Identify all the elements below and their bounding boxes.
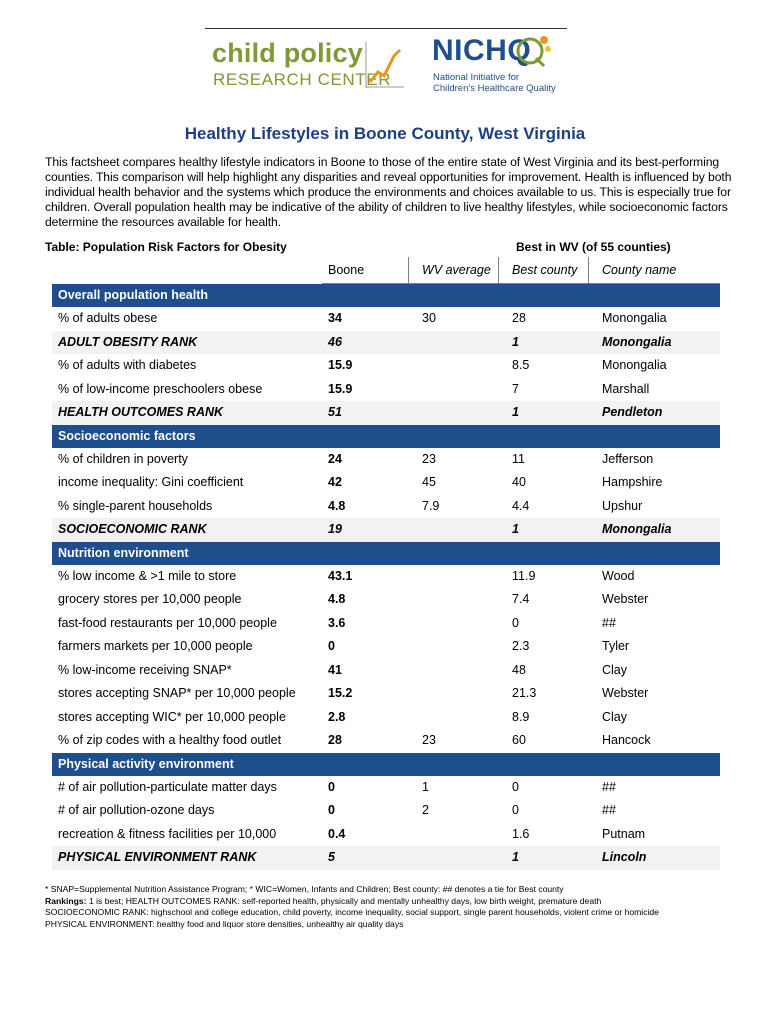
- best-county-value: 11.9: [512, 568, 536, 583]
- best-county-value: 2.3: [512, 639, 530, 653]
- indicator-label: # of air pollution-ozone days: [58, 803, 215, 817]
- indicator-label: SOCIOECONOMIC RANK: [58, 522, 207, 536]
- table-row: [52, 612, 720, 636]
- indicator-label: fast-food restaurants per 10,000 people: [58, 615, 277, 630]
- wv-average-value: 2: [422, 803, 429, 817]
- nichq-tagline: [433, 72, 556, 94]
- best-county-value: 40: [512, 475, 526, 489]
- header-rule: [205, 28, 567, 29]
- county-name: ##: [602, 779, 616, 794]
- column-header-best-county: Best county: [512, 263, 578, 277]
- best-county-value: 1.6: [512, 826, 530, 841]
- section-header: [52, 425, 720, 448]
- table-row: [52, 307, 720, 331]
- indicator-label: ADULT OBESITY RANK: [58, 334, 198, 349]
- intro-paragraph: This factsheet compares healthy lifestyle indicators in Boone to those of the entire state of West Virginia and its best-performing counties. This comparison will help highlight any disparities and reveal opportunities for improvement. Health is influenced by both individual health behavior and the systems which produce the environments and choices available to us. This is especially true for children. Overall population health may be indicative of the ability of children to live healthy lifestyles, while socioeconomic factors determine the resources available for health.: [45, 155, 732, 229]
- best-county-value: 8.5: [512, 358, 530, 372]
- nichq-tagline-1: National Initiative for: [433, 72, 520, 83]
- boone-value: 15.2: [328, 686, 353, 700]
- indicator-label: PHYSICAL ENVIRONMENT RANK: [58, 850, 257, 864]
- boone-value: 28: [328, 733, 342, 747]
- nichq-q-icon: [514, 34, 554, 74]
- boone-value: 3.6: [328, 615, 346, 630]
- column-header-boone: Boone: [328, 263, 365, 277]
- boone-value: 5: [328, 850, 335, 864]
- table-row: [52, 729, 720, 753]
- footnote-rankings-text: 1 is best; HEALTH OUTCOMES RANK: self-reported health, physically and mentally unhealthy days, low birth weight, premature death: [86, 895, 602, 906]
- section-label: Socioeconomic factors: [58, 428, 196, 443]
- boone-value: 4.8: [328, 498, 346, 513]
- column-divider: [588, 257, 589, 284]
- indicator-label: stores accepting SNAP* per 10,000 people: [58, 686, 296, 700]
- nichq-logo: [432, 34, 572, 98]
- indicator-label: % of children in poverty: [58, 451, 188, 466]
- trend-chart-icon: [364, 42, 404, 88]
- best-county-value: 1: [512, 405, 519, 419]
- table-caption: Table: Population Risk Factors for Obesity: [45, 240, 287, 254]
- boone-value: 15.9: [328, 358, 353, 372]
- best-county-value: 0: [512, 615, 519, 630]
- page-title: Healthy Lifestyles in Boone County, West Virginia: [184, 124, 586, 143]
- boone-value: 24: [328, 451, 342, 466]
- best-county-value: 48: [512, 662, 526, 677]
- best-county-value: 0: [512, 803, 519, 817]
- nichq-tagline-2: Children's Healthcare Quality: [433, 83, 556, 94]
- wv-average-value: 30: [422, 311, 436, 325]
- table-row: [52, 565, 720, 589]
- county-name: Clay: [602, 709, 628, 724]
- county-name: Monongalia: [602, 334, 672, 349]
- indicator-label: stores accepting WIC* per 10,000 people: [58, 709, 286, 724]
- wv-average-value: 7.9: [422, 498, 440, 513]
- footnote-abbreviations: * SNAP=Supplemental Nutrition Assistance Program; * WIC=Women, Infants and Children; Best county: ## denotes a tie for Best county: [45, 884, 564, 894]
- table-row: [52, 682, 720, 706]
- best-county-value: 0: [512, 779, 519, 794]
- wv-average-value: 45: [422, 475, 436, 489]
- best-county-value: 8.9: [512, 709, 530, 724]
- boone-value: 51: [328, 405, 342, 419]
- column-divider: [408, 257, 409, 284]
- section-label: Physical activity environment: [58, 756, 234, 771]
- county-name: Lincoln: [602, 850, 647, 864]
- county-name: ##: [602, 803, 616, 817]
- section-header: [52, 284, 720, 307]
- indicator-label: farmers markets per 10,000 people: [58, 639, 253, 653]
- best-county-value: 11: [512, 451, 525, 466]
- boone-value: 42: [328, 475, 342, 489]
- risk-factors-table: [52, 284, 720, 870]
- section-header: [52, 753, 720, 776]
- indicator-label: income inequality: Gini coefficient: [58, 475, 244, 489]
- indicator-label: % single-parent households: [58, 498, 213, 513]
- best-county-value: 4.4: [512, 498, 530, 513]
- footnote-rankings-label: Rankings:: [45, 895, 87, 906]
- county-name: Upshur: [602, 498, 643, 513]
- indicator-label: % of adults with diabetes: [58, 358, 197, 372]
- wv-average-value: 1: [422, 779, 429, 794]
- county-name: Marshall: [602, 381, 650, 396]
- boone-value: 41: [328, 662, 342, 677]
- boone-value: 15.9: [328, 381, 353, 396]
- rank-row: [52, 518, 720, 542]
- rank-row: [52, 846, 720, 870]
- child-policy-logo: [212, 38, 402, 94]
- best-county-value: 7.4: [512, 592, 530, 606]
- section-label: Nutrition environment: [58, 545, 189, 560]
- county-name: Hampshire: [602, 475, 663, 489]
- wv-average-value: 23: [422, 733, 436, 747]
- best-county-value: 60: [512, 733, 526, 747]
- county-name: Webster: [602, 592, 649, 606]
- best-county-value: 1: [512, 850, 519, 864]
- table-row: [52, 354, 720, 378]
- table-row: [52, 495, 720, 519]
- indicator-label: HEALTH OUTCOMES RANK: [58, 405, 224, 419]
- boone-value: 0: [328, 779, 335, 794]
- table-row: [52, 635, 720, 659]
- indicator-label: % low-income receiving SNAP*: [58, 662, 232, 677]
- footnotes: [45, 884, 745, 930]
- indicator-label: % of adults obese: [58, 311, 158, 325]
- cp-logo-line2: RESEARCH CENTER: [213, 70, 392, 89]
- county-name: Wood: [602, 568, 635, 583]
- table-row: [52, 471, 720, 495]
- table-column-headers: [322, 257, 720, 284]
- cp-logo-line1: child policy: [212, 38, 363, 68]
- section-header: [52, 542, 720, 565]
- indicator-label: grocery stores per 10,000 people: [58, 592, 242, 606]
- wv-average-value: 23: [422, 451, 436, 466]
- best-county-value: 28: [512, 311, 526, 325]
- county-name: Monongalia: [602, 358, 667, 372]
- column-header-wv-average: WV average: [422, 263, 491, 277]
- indicator-label: # of air pollution-particulate matter days: [58, 779, 277, 794]
- table-row: [52, 799, 720, 823]
- best-county-value: 1: [512, 522, 519, 536]
- table-row: [52, 588, 720, 612]
- county-name: Pendleton: [602, 405, 663, 419]
- footnote-physical: PHYSICAL ENVIRONMENT: healthy food and liquor store densities, unhealthy air quality days: [45, 918, 404, 929]
- county-name: Monongalia: [602, 311, 667, 325]
- column-header-county-name: County name: [602, 263, 677, 277]
- county-name: ##: [602, 615, 616, 630]
- table-row: [52, 706, 720, 730]
- boone-value: 43.1: [328, 568, 353, 583]
- county-name: Putnam: [602, 826, 646, 841]
- boone-value: 19: [328, 522, 342, 536]
- indicator-label: recreation & fitness facilities per 10,000: [58, 826, 277, 841]
- boone-value: 4.8: [328, 592, 346, 606]
- boone-value: 0: [328, 803, 335, 817]
- footnote-rankings: [45, 896, 745, 908]
- indicator-label: % of zip codes with a healthy food outlet: [58, 733, 282, 747]
- table-row: [52, 776, 720, 800]
- table-row: [52, 659, 720, 683]
- county-name: Tyler: [602, 639, 630, 653]
- boone-value: 34: [328, 311, 342, 325]
- county-name: Jefferson: [602, 451, 654, 466]
- county-name: Hancock: [602, 733, 651, 747]
- best-county-value: 7: [512, 381, 519, 396]
- nichq-wordmark: NICHQ: [432, 34, 532, 67]
- indicator-label: % low income & >1 mile to store: [58, 568, 237, 583]
- table-row: [52, 448, 720, 472]
- rank-row: [52, 331, 720, 355]
- best-county-value: 21.3: [512, 686, 537, 700]
- boone-value: 0.4: [328, 826, 346, 841]
- indicator-label: % of low-income preschoolers obese: [58, 381, 263, 396]
- column-divider: [498, 257, 499, 284]
- county-name: Clay: [602, 662, 628, 677]
- county-name: Monongalia: [602, 522, 672, 536]
- best-county-value: 1: [512, 334, 519, 349]
- footnote-socioeconomic: SOCIOECONOMIC RANK: highschool and college education, child poverty, income inequality, social support, single parent households, violent crime or homicide: [45, 907, 659, 917]
- section-label: Overall population health: [58, 288, 209, 302]
- rank-row: [52, 401, 720, 425]
- boone-value: 2.8: [328, 709, 346, 724]
- table-row: [52, 823, 720, 847]
- boone-value: 46: [328, 334, 342, 349]
- county-name: Webster: [602, 686, 649, 700]
- table-row: [52, 378, 720, 402]
- boone-value: 0: [328, 639, 335, 653]
- best-in-wv-header: Best in WV (of 55 counties): [516, 240, 671, 254]
